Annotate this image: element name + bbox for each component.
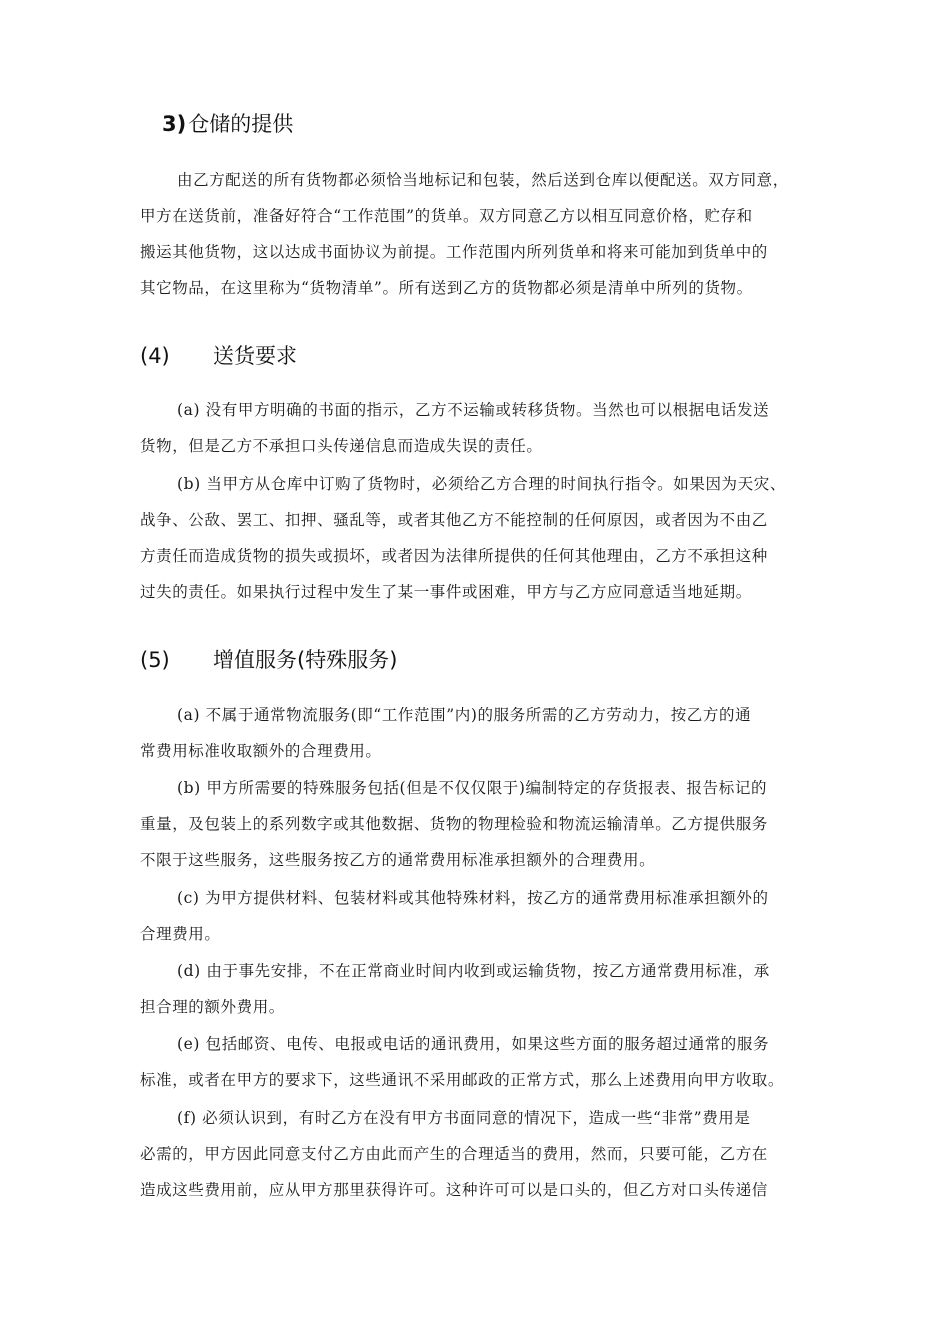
section-5-item-e: [140, 1026, 830, 1098]
section-5-number: (5): [140, 648, 170, 672]
section-3-number: 3): [162, 112, 187, 136]
section-5-heading: [140, 644, 397, 674]
paragraph-line: (e) 包括邮资、电传、电报或电话的通讯费用，如果这些方面的服务超过通常的服务: [177, 1035, 770, 1053]
paragraph-line: 过失的责任。如果执行过程中发生了某一事件或困难，甲方与乙方应同意适当地延期。: [140, 583, 752, 601]
section-4-item-b: [140, 466, 830, 610]
paragraph-line: 战争、公敌、罢工、扣押、骚乱等，或者其他乙方不能控制的任何原因，或者因为不由乙: [140, 511, 768, 529]
paragraph-line: 造成这些费用前，应从甲方那里获得许可。这种许可可以是口头的，但乙方对口头传递信: [140, 1181, 768, 1199]
paragraph-line: (a) 不属于通常物流服务(即“工作范围”内)的服务所需的乙方劳动力，按乙方的通: [177, 706, 752, 724]
section-4-heading: [140, 340, 297, 370]
paragraph-line: 搬运其他货物，这以达成书面协议为前提。工作范围内所列货单和将来可能加到货单中的: [140, 243, 768, 261]
section-3-paragraph: [140, 162, 830, 306]
section-5-item-f: [140, 1100, 830, 1208]
paragraph-line: 甲方在送货前，准备好符合“工作范围”的货单。双方同意乙方以相互同意价格，贮存和: [140, 207, 753, 225]
section-3-title: 仓储的提供: [188, 112, 294, 136]
section-5-item-c: [140, 880, 830, 952]
paragraph-line: (a) 没有甲方明确的书面的指示，乙方不运输或转移货物。当然也可以根据电话发送: [177, 401, 770, 419]
section-5-item-b: [140, 770, 830, 878]
section-5-title: 增值服务(特殊服务): [213, 648, 398, 672]
paragraph-line: (f) 必须认识到，有时乙方在没有甲方书面同意的情况下，造成一些“非常”费用是: [177, 1109, 751, 1127]
section-5-item-d: [140, 953, 830, 1025]
section-4-item-a: [140, 392, 830, 464]
paragraph-line: 方责任而造成货物的损失或损坏，或者因为法律所提供的任何其他理由，乙方不承担这种: [140, 547, 768, 565]
section-4-title: 送货要求: [213, 344, 297, 368]
paragraph-line: 担合理的额外费用。: [140, 998, 285, 1016]
paragraph-line: (b) 甲方所需要的特殊服务包括(但是不仅仅限于)编制特定的存货报表、报告标记的: [177, 779, 768, 797]
paragraph-line: 由乙方配送的所有货物都必须恰当地标记和包装，然后送到仓库以便配送。双方同意，: [177, 171, 789, 189]
paragraph-line: 重量，及包装上的系列数字或其他数据、货物的物理检验和物流运输清单。乙方提供服务: [140, 815, 768, 833]
paragraph-line: (c) 为甲方提供材料、包装材料或其他特殊材料，按乙方的通常费用标准承担额外的: [177, 889, 769, 907]
paragraph-line: (d) 由于事先安排，不在正常商业时间内收到或运输货物，按乙方通常费用标准，承: [177, 962, 770, 980]
paragraph-line: 标准，或者在甲方的要求下，这些通讯不采用邮政的正常方式，那么上述费用向甲方收取。: [140, 1071, 785, 1089]
paragraph-line: 必需的，甲方因此同意支付乙方由此而产生的合理适当的费用，然而，只要可能，乙方在: [140, 1145, 768, 1163]
paragraph-line: 其它物品，在这里称为“货物清单”。所有送到乙方的货物都必须是清单中所列的货物。: [140, 279, 753, 297]
section-3-heading: [162, 108, 293, 138]
paragraph-line: (b) 当甲方从仓库中订购了货物时，必须给乙方合理的时间执行指令。如果因为天灾、: [177, 475, 786, 493]
paragraph-line: 常费用标准收取额外的合理费用。: [140, 742, 382, 760]
paragraph-line: 货物，但是乙方不承担口头传递信息而造成失误的责任。: [140, 437, 543, 455]
paragraph-line: 不限于这些服务，这些服务按乙方的通常费用标准承担额外的合理费用。: [140, 851, 656, 869]
section-5-item-a: [140, 697, 830, 769]
paragraph-line: 合理费用。: [140, 925, 221, 943]
section-4-number: (4): [140, 344, 170, 368]
